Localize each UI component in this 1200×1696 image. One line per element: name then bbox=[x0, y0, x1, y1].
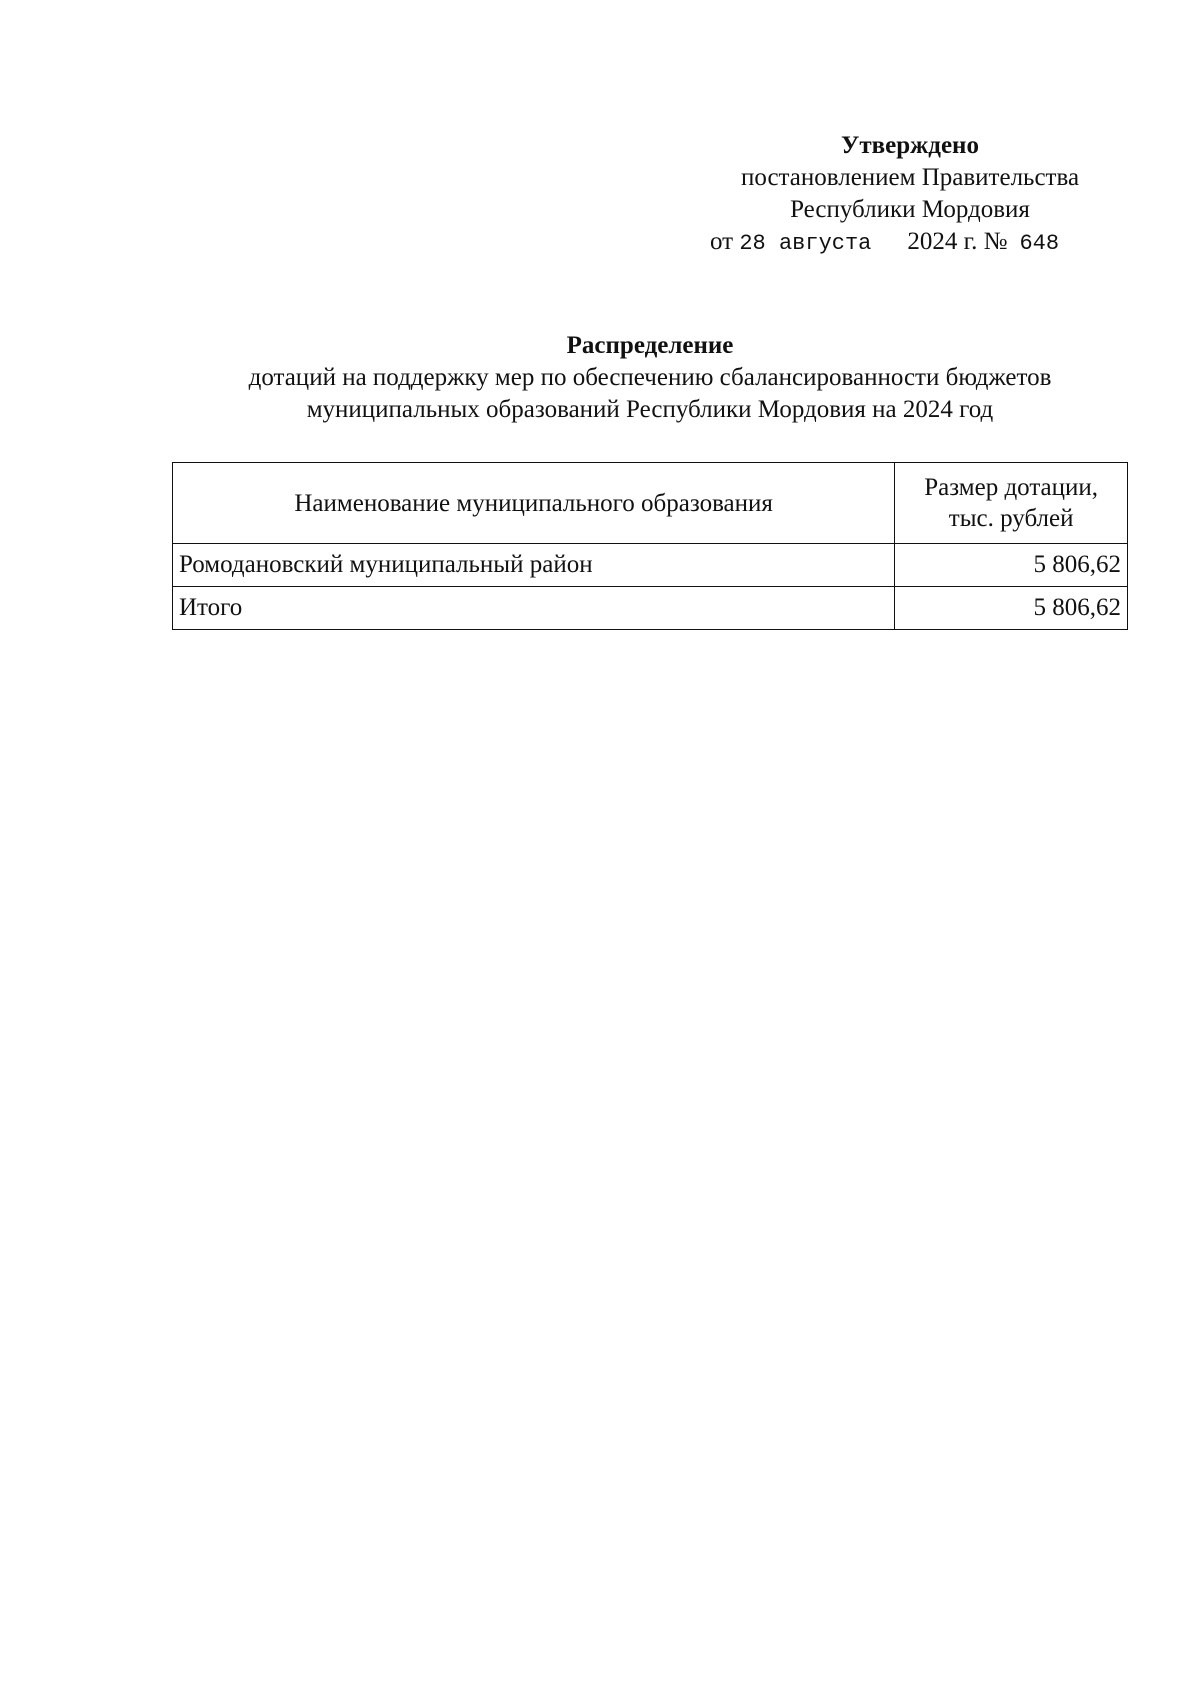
approval-line-1: постановлением Правительства bbox=[740, 164, 1080, 191]
header-municipality-name: Наименование муниципального образования bbox=[173, 463, 895, 544]
approved-label: Утверждено bbox=[841, 132, 979, 159]
date-prefix: от bbox=[710, 228, 734, 255]
total-label-cell: Итого bbox=[173, 587, 895, 630]
table-row bbox=[173, 544, 1128, 587]
distribution-table bbox=[172, 462, 1128, 630]
document-subtitle-line-2: муниципальных образований Республики Мордовия на 2024 год bbox=[306, 396, 994, 423]
table-total-row bbox=[173, 587, 1128, 630]
header-amount-line-1: Размер дотации, bbox=[924, 474, 1099, 501]
total-amount-cell: 5 806,62 bbox=[895, 587, 1128, 630]
header-subsidy-amount bbox=[895, 463, 1128, 544]
decree-number: 648 bbox=[1019, 231, 1060, 256]
amount-cell: 5 806,62 bbox=[895, 544, 1128, 587]
date-year: 2024 г. № bbox=[907, 228, 1008, 255]
approval-line-2: Республики Мордовия bbox=[790, 196, 1030, 223]
approval-date-line bbox=[700, 226, 1120, 260]
document-title: Распределение bbox=[566, 332, 734, 359]
municipality-name-cell: Ромодановский муниципальный район bbox=[173, 544, 895, 587]
table-header-row bbox=[173, 463, 1128, 544]
document-subtitle-line-1: дотаций на поддержку мер по обеспечению сбалансированности бюджетов bbox=[248, 364, 1052, 391]
approval-stamp bbox=[700, 130, 1120, 260]
date-day-month: 28 августа bbox=[739, 231, 872, 256]
document-heading bbox=[170, 330, 1130, 426]
header-amount-line-2: тыс. рублей bbox=[948, 505, 1074, 532]
